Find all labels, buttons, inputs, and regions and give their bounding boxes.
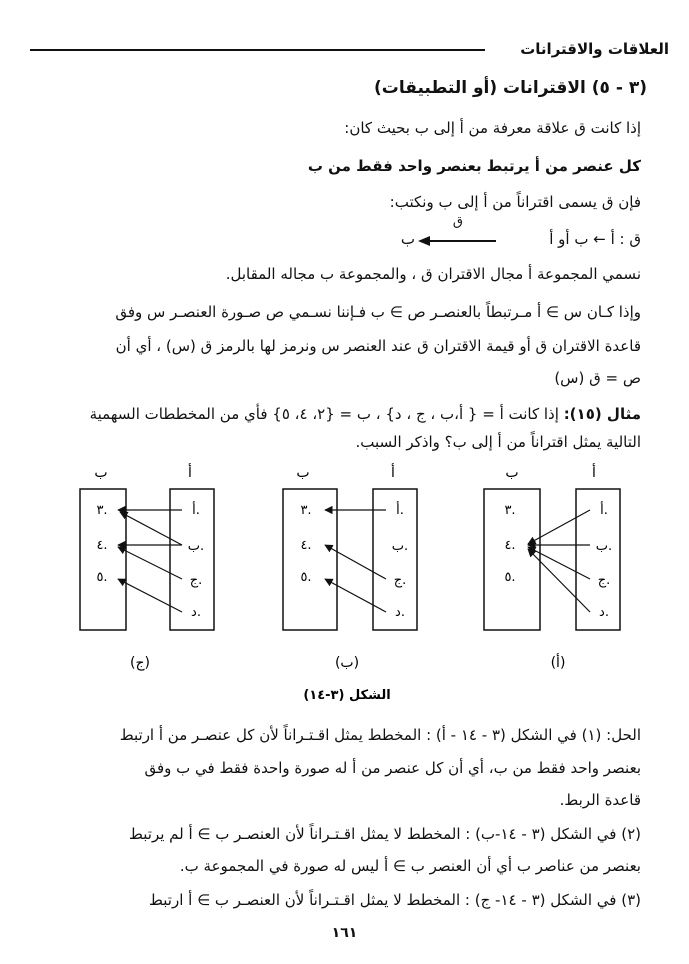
diagram-b-b-el-3: ٥. — [300, 570, 312, 585]
diagram-b-arrow-2 — [325, 545, 386, 579]
diagram-a-b-el-1: ٣. — [504, 503, 516, 518]
diagram-c-a-el-4: د. — [191, 605, 201, 620]
paragraph-condition: كل عنصر من أ يرتبط بعنصر واحد فقط من ب — [307, 157, 641, 175]
figure-caption: الشكل (٣-١٤) — [303, 688, 391, 703]
paragraph-definition-intro: إذا كانت ق علاقة معرفة من أ إلى ب بحيث كان: — [344, 119, 641, 137]
example-line2: التالية يمثل اقتراناً من أ إلى ب؟ واذكر السبب. — [355, 433, 641, 451]
diagram-c-b-el-2: ٤. — [96, 538, 108, 553]
paragraph-domain: نسمي المجموعة أ مجال الاقتران ق ، والمجموعة ب مجاله المقابل. — [225, 265, 641, 283]
diagram-b-caption: (ب) — [334, 655, 360, 671]
diagram-a-arrow-4 — [528, 549, 590, 612]
running-header: العلاقات والاقترانات — [520, 40, 669, 58]
diagram-b-a-el-1: أ. — [396, 503, 404, 518]
page-number: ١٦١ — [331, 925, 358, 941]
diagram-a-set-b-label: ب — [505, 465, 519, 481]
diagram-c-set-b-label: ب — [94, 465, 108, 481]
diagram-b-set-b-label: ب — [296, 465, 310, 481]
diagram-c-set-a-label: أ — [188, 465, 192, 481]
diagram-a-a-el-2: ب. — [595, 539, 613, 554]
arrow-diagrams — [0, 455, 689, 703]
diagram-c-b-el-3: ٥. — [96, 570, 108, 585]
header-rule — [30, 49, 485, 51]
paragraph-image-line3: ص = ق (س) — [554, 369, 641, 387]
diagram-c-arrow-2 — [120, 512, 182, 545]
diagram-a-arrow-1 — [528, 510, 590, 544]
solution-1-line1: الحل: (١) في الشكل (٣ - ١٤ - أ) : المخطط يمثل اقـتـراناً لأن كل عنصـر من أ ارتبط — [119, 726, 641, 744]
notation-left: ق : أ ← ب أو أ — [549, 230, 641, 248]
diagram-a — [484, 463, 620, 671]
diagram-c-a-el-3: ج. — [189, 573, 203, 588]
diagram-b-a-el-4: د. — [395, 605, 405, 620]
section-title: (٣ - ٥) الاقترانات (أو التطبيقات) — [373, 78, 647, 98]
diagram-a-b-el-3: ٥. — [504, 570, 516, 585]
example-line1 — [90, 404, 641, 424]
paragraph-image-line2: قاعدة الاقتران ق أو قيمة الاقتران ق عند العنصر س ونرمز لها بالرمز ق (س) ، أي أن — [115, 337, 641, 355]
diagram-a-set-a-label: أ — [592, 465, 596, 481]
diagram-b-a-el-2: ب. — [391, 539, 409, 554]
solution-1-line2: بعنصر واحد فقط من ب، أي أن كل عنصر من أ له صورة واحدة فقط في ب وفق — [144, 759, 641, 777]
diagram-a-arrow-3 — [528, 547, 590, 579]
diagram-b-a-el-3: ج. — [393, 573, 407, 588]
solution-1-line3: قاعدة الربط. — [559, 791, 641, 809]
diagram-c-arrow-5 — [118, 579, 182, 612]
notation-arrow — [418, 236, 496, 246]
diagram-c — [80, 463, 214, 671]
diagram-c-b-el-1: ٣. — [96, 503, 108, 518]
notation-arrow-label: ق — [452, 214, 463, 229]
solution-2-line2: بعنصر من عناصر ب أي أن العنصر ب ∋ أ ليس له صورة في المجموعة ب. — [179, 857, 641, 875]
paragraph-image-line1: وإذا كـان س ∋ أ مـرتبطاً بالعنصـر ص ∋ ب فـإننا نسـمي ص صـورة العنصـر س وفق — [115, 303, 641, 321]
diagram-c-caption: (ج) — [130, 655, 150, 671]
diagram-a-set-a-box — [576, 489, 620, 630]
diagram-b — [283, 463, 417, 671]
example-label: مثال (١٥): — [563, 405, 641, 423]
function-notation — [381, 214, 641, 250]
diagram-a-b-el-2: ٤. — [504, 538, 516, 553]
diagram-b-b-el-1: ٣. — [300, 503, 312, 518]
example-text-1: إذا كانت أ = { أ،ب ، ج ، د} ، ب = {٢، ٤، ٥} فأي من المخططات السهمية — [89, 405, 559, 423]
paragraph-conclusion: فإن ق يسمى اقتراناً من أ إلى ب ونكتب: — [389, 193, 641, 211]
diagram-b-set-a-label: أ — [391, 465, 395, 481]
solution-3-line1: (٣) في الشكل (٣ - ١٤- ج) : المخطط لا يمثل اقـتـراناً لأن العنصـر ب ∋ أ ارتبط — [149, 891, 641, 909]
diagram-c-arrow-4 — [118, 547, 182, 579]
diagram-b-arrow-3 — [325, 579, 386, 612]
diagram-c-a-el-2: ب. — [187, 539, 205, 554]
diagram-b-b-el-2: ٤. — [300, 538, 312, 553]
diagram-a-caption: (أ) — [550, 655, 566, 671]
solution-2-line1: (٢) في الشكل (٣ - ١٤-ب) : المخطط لا يمثل اقـتـراناً لأن العنصـر ب ∋ أ لم يرتبط — [129, 825, 641, 843]
diagram-a-a-el-3: ج. — [597, 573, 611, 588]
diagram-a-a-el-4: د. — [599, 605, 609, 620]
diagram-c-a-el-1: أ. — [192, 503, 200, 518]
diagram-a-a-el-1: أ. — [600, 503, 608, 518]
notation-right: ب — [400, 230, 415, 248]
